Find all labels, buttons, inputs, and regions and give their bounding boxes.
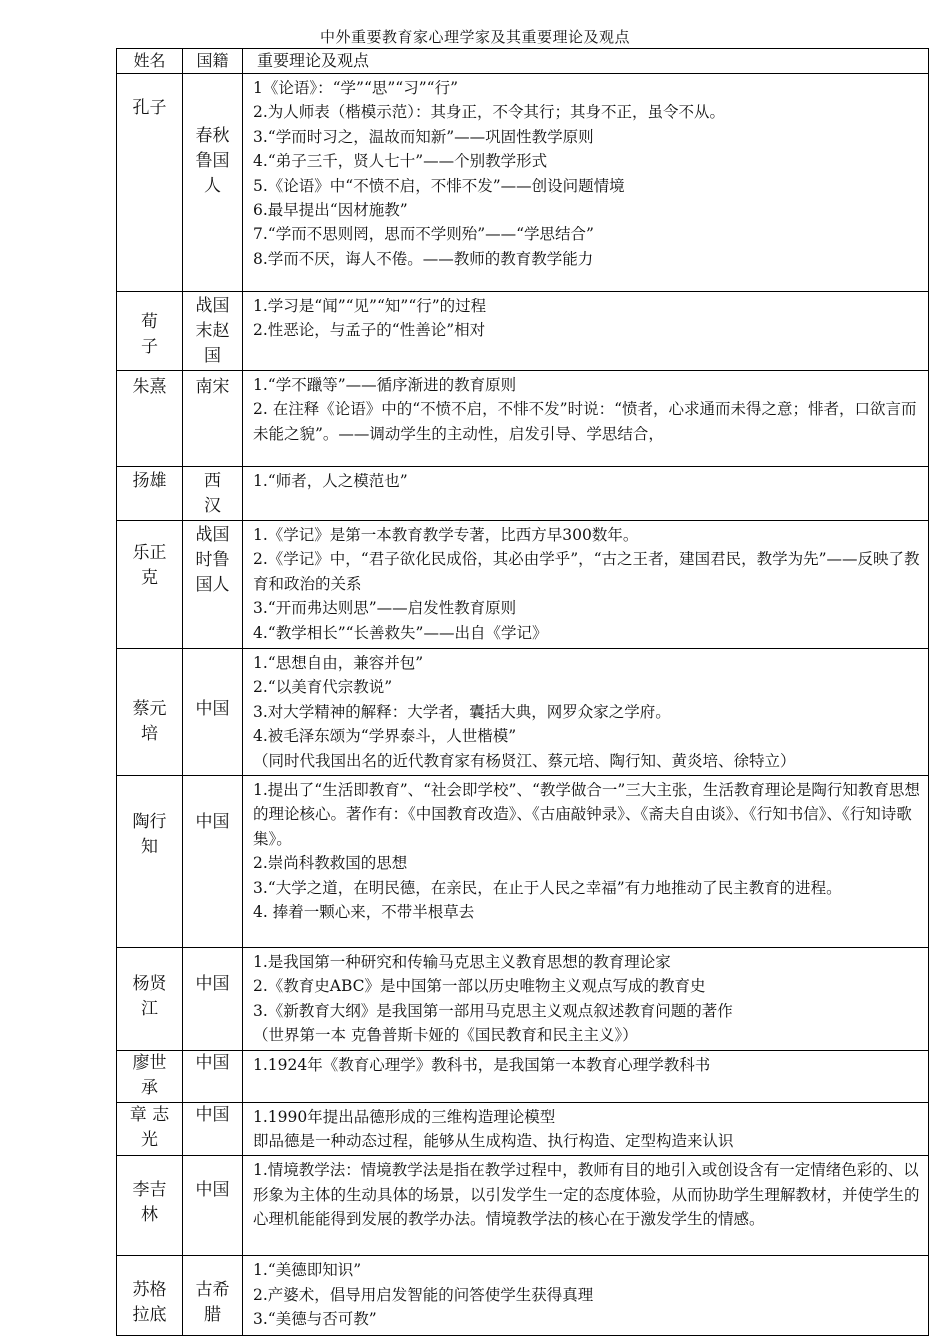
educator-name: 苏格 拉底 [117,1256,183,1336]
theory-line: 7.“学而不思则罔，思而不学则殆”——“学思结合” [253,225,594,244]
table-row [117,521,929,649]
theory-line: 1.“师者，人之模范也” [253,472,408,490]
theory-line: 5.《论语》中“不愤不启，不悱不发”——创设问题情境 [253,176,625,195]
theory-line: 2.崇尚科教救国的思想 [253,854,408,873]
educator-nationality: 中国 [183,649,243,776]
theory-line: 1.1990年提出品德形成的三维构造理论模型 [253,1107,556,1126]
theory-line: 6.最早提出“因材施教” [253,201,408,220]
educator-theory [243,1256,929,1336]
table-row [117,948,929,1051]
table-row [117,1102,929,1156]
educator-name: 廖世 承 [117,1050,183,1102]
theory-line: 2. 在注释《论语》中的“不愤不启，不悱不发”时说：“愤者，心求通而未得之意；悱者，口欲言而未能之貌”。——调动学生的主动性，启发引导、学思结合， [253,400,917,443]
educators-table [116,48,929,1336]
table-row [117,1050,929,1102]
theory-line: 4. 捧着一颗心来，不带半根草去 [253,903,475,922]
theory-line: 3.“大学之道，在明民德，在亲民，在止于人民之幸福”有力地推动了民主教育的进程。 [253,878,842,897]
educator-theory [243,1102,929,1156]
theory-line: 3.《新教育大纲》是我国第一部用马克思主义观点叙述教育问题的著作 [253,1001,733,1020]
page-title: 中外重要教育家心理学家及其重要理论及观点 [319,28,630,46]
educator-theory [243,467,929,521]
educator-theory [243,371,929,467]
theory-line: 1.“思想自由，兼容并包” [253,654,424,672]
theory-line: 1.《学记》是第一本教育教学专著，比西方早300数年。 [253,526,639,544]
theory-line: （同时代我国出名的近代教育家有杨贤江、蔡元培、陶行知、黄炎培、徐特立） [253,751,796,770]
educator-nationality: 中国 [183,1156,243,1256]
educator-theory [243,521,929,649]
theory-line: 1.“学不躐等”——循序渐进的教育原则 [253,376,517,394]
theory-line: 1《论语》：“学”“思”“习”“行” [253,79,459,97]
educator-nationality: 中国 [183,948,243,1051]
educator-name: 陶行 知 [117,776,183,948]
table-row [117,1156,929,1256]
educator-name: 荀 子 [117,292,183,371]
table-row [117,467,929,521]
theory-line: 2.性恶论，与孟子的“性善论”相对 [253,321,486,340]
educator-theory [243,1156,929,1256]
theory-line: 2.《教育史ABC》是中国第一部以历史唯物主义观点写成的教育史 [253,977,706,996]
theory-line: 1.是我国第一种研究和传输马克思主义教育思想的教育理论家 [253,953,671,972]
theory-line: 1.学习是“闻”“见”“知”“行”的过程 [253,297,487,315]
educator-nationality: 南宋 [183,371,243,467]
educator-name: 李吉 林 [117,1156,183,1256]
theory-line: 4.“弟子三千，贤人七十”——个别教学形式 [253,152,548,171]
educator-theory [243,292,929,371]
table-row [117,776,929,948]
theory-line: 2.产婆术，倡导用启发智能的问答使学生获得真理 [253,1285,594,1304]
educator-name: 章 志 光 [117,1102,183,1156]
theory-line: 8.学而不厌，诲人不倦。——教师的教育教学能力 [253,249,594,268]
educator-nationality: 西 汉 [183,467,243,521]
theory-line: 1.1924年《教育心理学》教科书，是我国第一本教育心理学教科书 [253,1055,711,1074]
theory-line: 3.“美德与否可教” [253,1310,377,1329]
table-row [117,649,929,776]
theory-line: 3.对大学精神的解释：大学者，囊括大典，网罗众家之学府。 [253,702,671,721]
theory-line: 3.“开而弗达则思”——启发性教育原则 [253,599,517,618]
educator-theory [243,1050,929,1102]
educator-name: 杨贤 江 [117,948,183,1051]
table-row [117,1256,929,1336]
theory-line: 3.“学而时习之，温故而知新”——巩固性教学原则 [253,127,594,146]
educator-nationality: 中国 [183,1102,243,1156]
educator-nationality: 古希 腊 [183,1256,243,1336]
educator-name: 乐正 克 [117,521,183,649]
educator-name: 孔子 [117,74,183,292]
educator-nationality: 中国 [183,1050,243,1102]
educator-nationality: 春秋 鲁国 人 [183,74,243,292]
table-row [117,292,929,371]
educator-theory [243,948,929,1051]
theory-line: 即品德是一种动态过程，能够从生成构造、执行构造、定型构造来认识 [253,1132,734,1151]
table-row [117,371,929,467]
table-header-row [117,49,929,74]
header-theory: 重要理论及观点 [243,49,929,74]
educator-name: 蔡元 培 [117,649,183,776]
theory-line: （世界第一本 克鲁普斯卡娅的《国民教育和民主主义》） [253,1026,638,1045]
educator-name: 朱熹 [117,371,183,467]
theory-line: 4.被毛泽东颂为“学界泰斗，人世楷模” [253,727,517,746]
table-row [117,74,929,292]
theory-line: 1.情境教学法：情境教学法是指在教学过程中，教师有目的地引入或创设含有一定情绪色彩的、以形象为主体的生动具体的场景，以引发学生一定的态度体验，从而协助学生理解教材，并使学生的心理机能能得到发展的教学办法。情境教学法的核心在于激发学生的情感。 [253,1161,920,1229]
header-nationality: 国籍 [183,49,243,74]
header-name: 姓名 [117,49,183,74]
table-body [117,74,929,1336]
theory-line: 2.“以美育代宗教说” [253,678,393,697]
educator-nationality: 战国 时鲁 国人 [183,521,243,649]
theory-line: 2.《学记》中，“君子欲化民成俗，其必由学乎”，“古之王者，建国君民，教学为先”——反映了教育和政治的关系 [253,550,920,593]
theory-line: 4.“教学相长”“长善救失”——出自《学记》 [253,623,548,642]
theory-line: 1.“美德即知识” [253,1261,362,1280]
educator-name: 扬雄 [117,467,183,521]
educator-nationality: 战国 末赵 国 [183,292,243,371]
educator-nationality: 中国 [183,776,243,948]
educator-theory [243,649,929,776]
theory-line: 2.为人师表（楷模示范）：其身正，不令其行；其身不正，虽令不从。 [253,103,726,122]
theory-line: 1.提出了“生活即教育”、“社会即学校”、“教学做合一”三大主张，生活教育理论是陶行知教育思想的理论核心。著作有：《中国教育改造》、《古庙敲钟录》、《斋夫自由谈》、《行知书信》、《行知诗歌集》。 [253,781,920,848]
educator-theory [243,776,929,948]
educator-theory [243,74,929,292]
